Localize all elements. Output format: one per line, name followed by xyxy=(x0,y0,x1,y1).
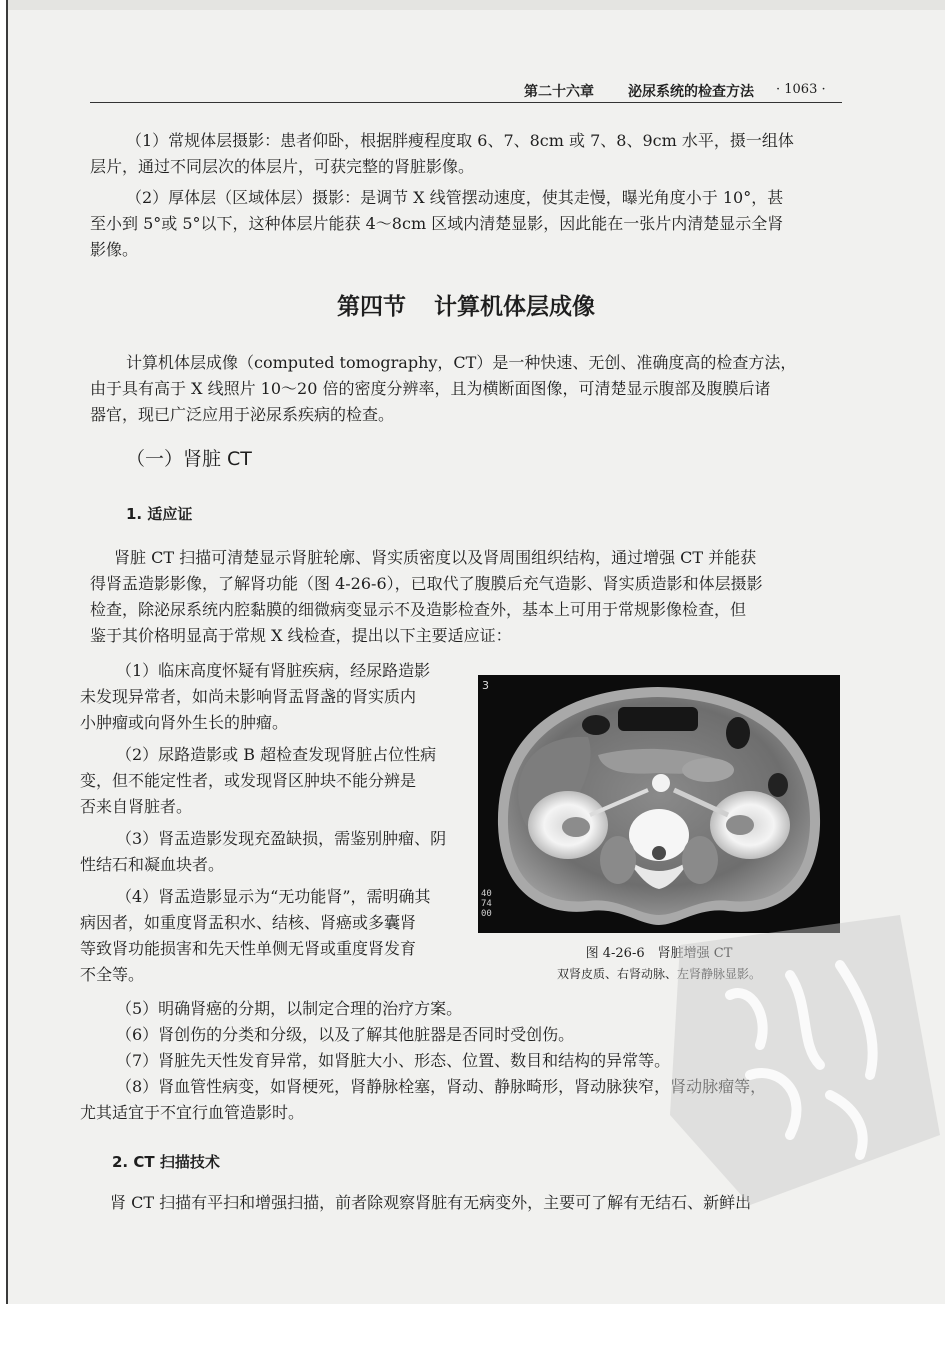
ct-scan-image xyxy=(478,675,840,933)
text-line: （3）肾盂造影发现充盈缺损，需鉴别肿瘤、阴 xyxy=(116,829,447,848)
text-line: 鉴于其价格明显高于常规 X 线检查，提出以下主要适应证： xyxy=(90,626,512,645)
page-top-edge xyxy=(8,0,945,10)
text-line: 由于具有高于 X 线照片 10～20 倍的密度分辨率，且为横断面图像，可清楚显示腹部及腹膜后诸 xyxy=(90,379,771,398)
ct-side-label: 40 74 00 xyxy=(481,889,492,919)
indication-4 xyxy=(80,884,472,988)
section-title xyxy=(90,288,842,321)
text-line: （8）肾血管性病变，如肾梗死，肾静脉栓塞，肾动、静脉畸形，肾动脉狭窄，肾动脉瘤等， xyxy=(116,1077,767,1096)
heading-indications: 1. 适应证 xyxy=(126,505,193,523)
text-line: （1）临床高度怀疑有肾脏疾病，经尿路造影 xyxy=(116,661,431,680)
heading-scan-technique: 2. CT 扫描技术 xyxy=(112,1153,220,1171)
text-line: 计算机体层成像（computed tomography，CT）是一种快速、无创、准确度高的检查方法， xyxy=(126,353,797,372)
text-line: 不全等。 xyxy=(80,965,145,984)
section-name: 计算机体层成像 xyxy=(434,294,595,320)
text-line: 得肾盂造影影像，了解肾功能（图 4-26-6），已取代了腹膜后充气造影、肾实质造影和体层摄影 xyxy=(90,574,763,593)
paragraph-routine-tomography xyxy=(90,128,842,180)
text-line: 变，但不能定性者，或发现肾区肿块不能分辨是 xyxy=(80,771,417,790)
figure-caption-title: 图 4-26-6 肾脏增强 CT xyxy=(585,946,733,961)
paragraph-indications-intro xyxy=(90,545,842,649)
header-page-number: · 1063 · xyxy=(776,82,826,97)
text-line: 尤其适宜于不宜行血管造影时。 xyxy=(80,1103,305,1122)
text-line: （4）肾盂造影显示为“无功能肾”，需明确其 xyxy=(116,887,431,906)
header-title: 泌尿系统的检查方法 xyxy=(628,84,754,100)
text-line: 至小到 5°或 5°以下，这种体层片能获 4～8cm 区域内清楚显影，因此能在一张片内清楚显示全肾 xyxy=(90,214,784,233)
ct-corner-label: 3 xyxy=(482,679,489,692)
paragraph-scan-technique xyxy=(80,1190,840,1216)
text-line: 性结石和凝血块者。 xyxy=(80,855,225,874)
indication-1 xyxy=(80,658,472,736)
text-line: （2）厚体层（区域体层）摄影：是调节 X 线管摆动速度，使其走慢，曝光角度小于 10°，甚 xyxy=(126,188,784,207)
text-line: 肾脏 CT 扫描可清楚显示肾脏轮廓、肾实质密度以及肾周围组织结构，通过增强 CT 并能获 xyxy=(114,548,757,567)
text-line: （1）常规体层摄影：患者仰卧，根据胖瘦程度取 6、7、8cm 或 7、8、9cm 水平，摄一组体 xyxy=(126,131,794,150)
section-number: 第四节 xyxy=(337,294,406,320)
paragraph-thick-tomography xyxy=(90,185,842,263)
indication-8 xyxy=(80,1074,840,1126)
text-line: 否来自肾脏者。 xyxy=(80,797,193,816)
text-line: 未发现异常者，如尚未影响肾盂肾盏的肾实质内 xyxy=(80,687,417,706)
text-line: 小肿瘤或向肾外生长的肿瘤。 xyxy=(80,713,289,732)
text-line: 肾 CT 扫描有平扫和增强扫描，前者除观察肾脏有无病变外，主要可了解有无结石、新鲜出 xyxy=(110,1193,752,1212)
text-line: 层片，通过不同层次的体层片，可获完整的肾脏影像。 xyxy=(90,157,475,176)
text-line: 检查，除泌尿系统内腔黏膜的细微病变显示不及造影检查外，基本上可用于常规影像检查，但 xyxy=(90,600,747,619)
text-line: （2）尿路造影或 B 超检查发现肾脏占位性病 xyxy=(116,745,437,764)
ct-scan-figure xyxy=(478,675,840,933)
subsection-heading: （一）肾脏 CT xyxy=(126,448,252,470)
indication-5: （5）明确肾癌的分期，以制定合理的治疗方案。 xyxy=(116,999,463,1018)
indication-2 xyxy=(80,742,472,820)
text-line: 器官，现已广泛应用于泌尿系疾病的检查。 xyxy=(90,405,395,424)
text-line: 病因者，如重度肾盂积水、结核、肾癌或多囊肾 xyxy=(80,913,417,932)
indication-7: （7）肾脏先天性发育异常，如肾脏大小、形态、位置、数目和结构的异常等。 xyxy=(116,1051,671,1070)
header-chapter: 第二十六章 xyxy=(524,84,594,100)
figure-caption-detail: 双肾皮质、右肾动脉、左肾静脉显影。 xyxy=(556,967,761,981)
indication-3 xyxy=(80,826,472,878)
text-line: 等致肾功能损害和先天性单侧无肾或重度肾发育 xyxy=(80,939,417,958)
paragraph-ct-intro xyxy=(90,350,842,428)
text-line: 影像。 xyxy=(90,240,139,259)
figure-caption xyxy=(478,944,840,984)
indication-6: （6）肾创伤的分类和分级，以及了解其他脏器是否同时受创伤。 xyxy=(116,1025,575,1044)
running-header xyxy=(90,80,842,103)
